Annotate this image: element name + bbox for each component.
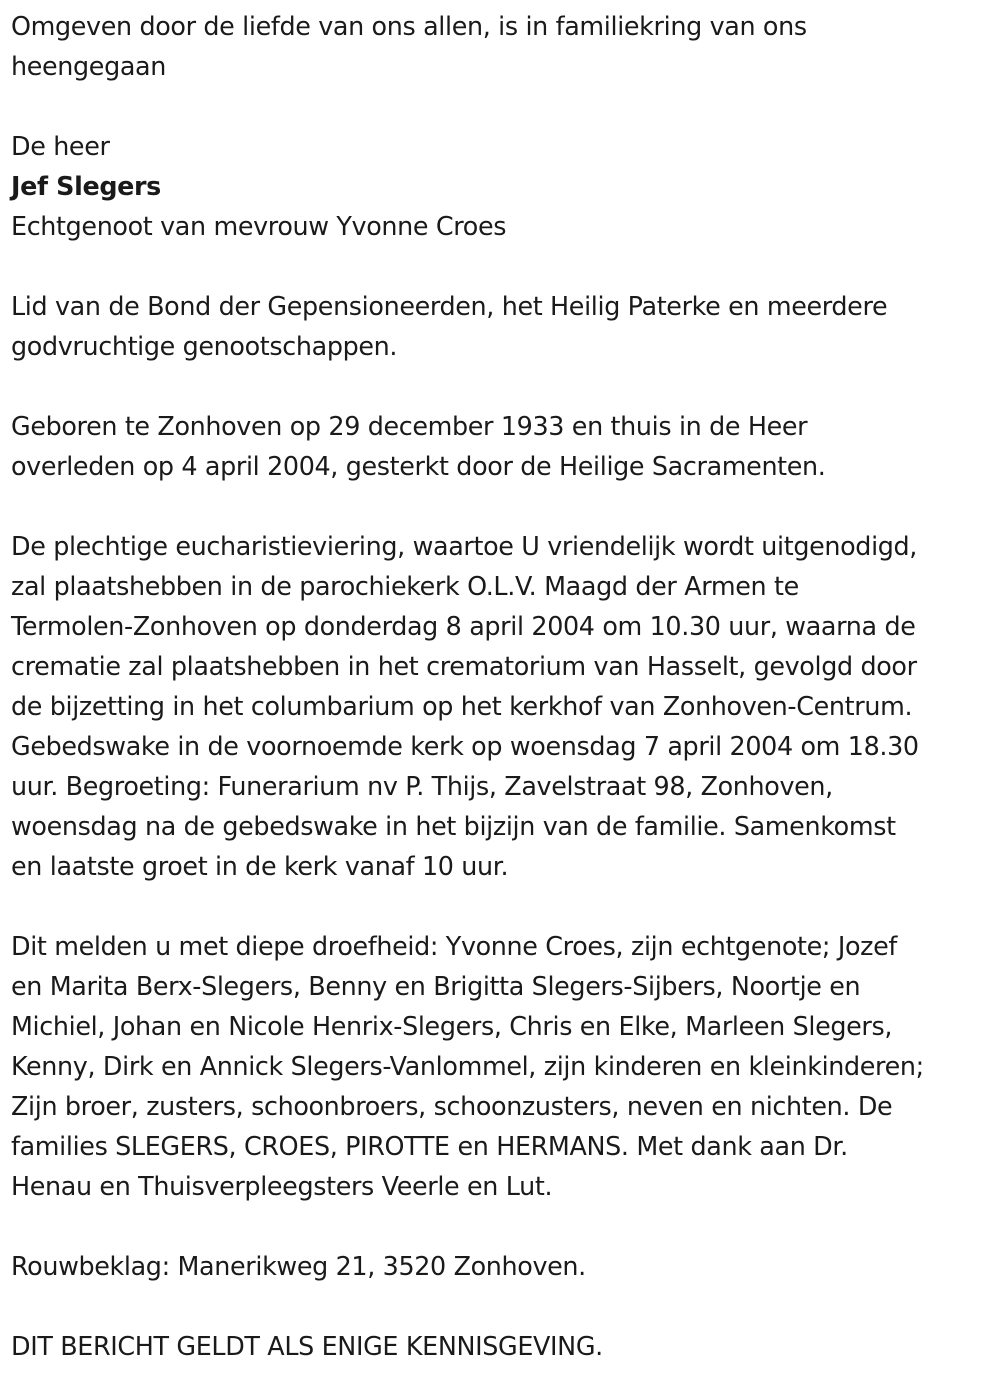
- spacer: [11, 246, 990, 286]
- salutation: De heer: [11, 131, 110, 161]
- spacer: [11, 486, 990, 526]
- ceremony-text: De plechtige eucharistieviering, waartoe U vriendelijk wordt uitgenodigd, zal plaatshebben in de parochiekerk O.L.V. Maagd der Armen te Termolen-Zonhoven op donderdag 8 april 2004 om 10.30 uur, waarna de crematie zal plaatshebben in het crematorium van Hasselt, gevolgd door de bijzetting in het columbarium op het kerkhof van Zonhoven-Centrum. Gebedswake in de voornoemde kerk op woensdag 7 april 2004 om 18.30 uur. Begroeting: Funerarium nv P. Thijs, Zavelstraat 98, Zonhoven, woensdag na de gebedswake in het bijzijn van de familie. Samenkomst en laatste groet in de kerk vanaf 10 uur.: [11, 531, 919, 881]
- family-text: Dit melden u met diepe droefheid: Yvonne Croes, zijn echtgenote; Jozef en Marita Berx-Slegers, Benny en Brigitta Slegers-Sijbers, Noortje en Michiel, Johan en Nicole Henrix-Slegers, Chris en Elke, Marleen Slegers, Kenny, Dirk en Annick Slegers-Vanlommel, zijn kinderen en kleinkinderen; Zijn broer, zusters, schoonbroers, schoonzusters, neven en nichten. De families SLEGERS, CROES, PIROTTE en HERMANS. Met dank aan Dr. Henau en Thuisverpleegsters Veerle en Lut.: [11, 931, 924, 1201]
- spacer: [11, 86, 990, 126]
- spacer: [11, 366, 990, 406]
- birth-death-text: Geboren te Zonhoven op 29 december 1933 en thuis in de Heer overleden op 4 april 2004, gesterkt door de Heilige Sacramenten.: [11, 411, 826, 481]
- spacer: [11, 1206, 990, 1246]
- spacer: [11, 886, 990, 926]
- intro-text: Omgeven door de liefde van ons allen, is in familiekring van ons heengegaan: [11, 11, 807, 81]
- spacer: [11, 1286, 990, 1326]
- closing-statement: DIT BERICHT GELDT ALS ENIGE KENNISGEVING.: [11, 1331, 603, 1361]
- deceased-name: Jef Slegers: [11, 171, 161, 201]
- condolence-address: Rouwbeklag: Manerikweg 21, 3520 Zonhoven.: [11, 1251, 586, 1281]
- membership-text: Lid van de Bond der Gepensioneerden, het Heilig Paterke en meerdere godvruchtige genootschappen.: [11, 291, 888, 361]
- spouse-line: Echtgenoot van mevrouw Yvonne Croes: [11, 211, 507, 241]
